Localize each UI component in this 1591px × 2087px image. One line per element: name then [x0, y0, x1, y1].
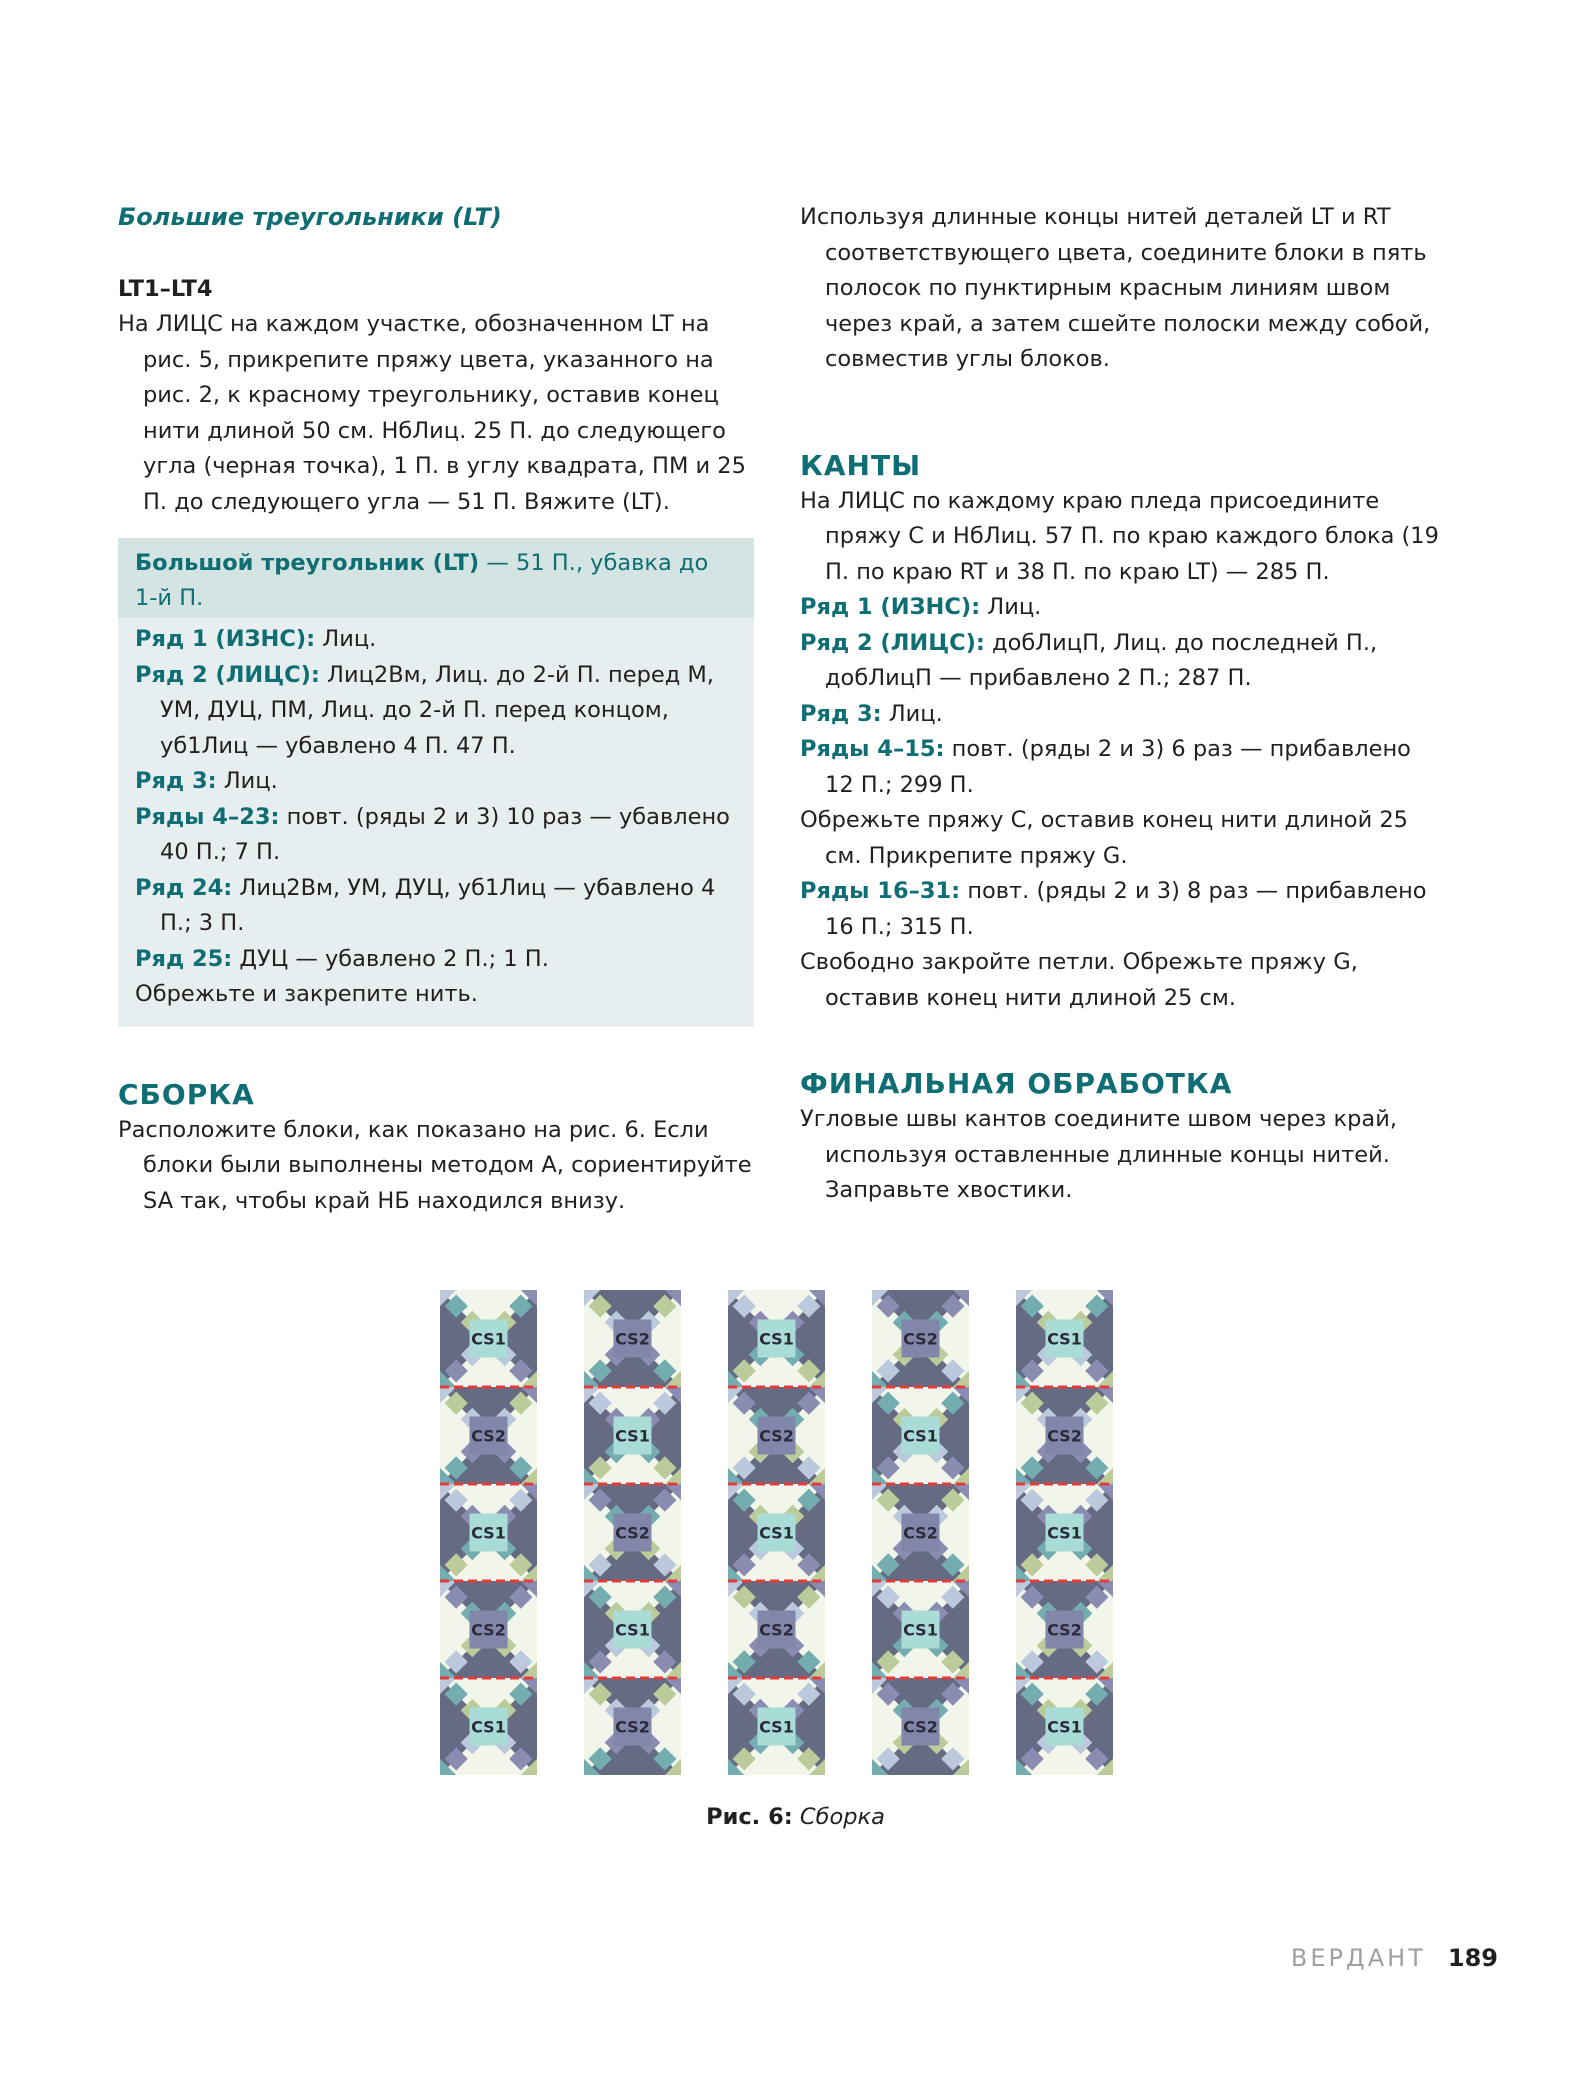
finish-paragraph: Угловые швы кантов соедините швом через край, используя оставленные длинные концы нитей. Заправьте хвостики. — [800, 1106, 1397, 1203]
borders-instructions — [800, 484, 1440, 1017]
block-label: CS1 — [759, 1329, 794, 1349]
block-label: CS2 — [471, 1426, 506, 1446]
border-row — [800, 626, 1440, 697]
assembly-diagram — [440, 1290, 1160, 1780]
page-number: 189 — [1447, 1944, 1498, 1972]
block-label: CS2 — [903, 1523, 938, 1543]
box-rows — [118, 618, 754, 1027]
block-label: CS2 — [471, 1620, 506, 1640]
row-text: Лиц. — [881, 700, 943, 727]
border-row — [800, 484, 1440, 591]
block-label: CS2 — [903, 1329, 938, 1349]
row-text: Лиц. — [315, 626, 377, 652]
box-header — [118, 538, 754, 618]
block-label: CS2 — [1047, 1620, 1082, 1640]
row-text: Лиц. — [980, 594, 1042, 620]
lt-paragraph: На ЛИЦС на каждом участке, обозначенном LT на рис. 5, прикрепите пряжу цвета, указанного на рис. 2, к красному треугольнику, оставив конец нити длиной 50 см. НбЛиц. 25 П. до следующего угла (черная точка), 1 П. в углу квадрата, ПМ и 25 П. до следующего угла — 51 П. Вяжите (LT). — [118, 311, 746, 515]
row-label: Ряд 1 (ИЗНС): — [135, 626, 316, 652]
assembly-heading: СБОРКА — [118, 1077, 255, 1111]
row-text: повт. (ряды 2 и 3) 10 раз — убавлено 40 П.; 7 П. — [160, 803, 730, 865]
row-label: Ряд 24: — [135, 874, 233, 901]
finish-heading: ФИНАЛЬНАЯ ОБРАБОТКА — [800, 1067, 1233, 1100]
block-label: CS1 — [615, 1426, 650, 1446]
block-label: CS1 — [903, 1426, 938, 1446]
block-label: CS1 — [759, 1523, 794, 1543]
row-text: добЛицП, Лиц. до последней П., добЛицП — прибавлено 2 П.; 287 П. — [825, 629, 1378, 691]
join-paragraph: Используя длинные концы нитей деталей LT и RT соответствующего цвета, соедините блоки в пять полосок по пунктирным красным линиям швом через край, а затем сшейте полоски между собой, совместив углы блоков. — [800, 204, 1431, 372]
row-label: Ряды 4–23: — [135, 803, 280, 830]
row-label: Ряды 16–31: — [800, 878, 961, 904]
box-row — [135, 871, 737, 942]
block-label: CS1 — [1047, 1523, 1082, 1543]
block-label: CS1 — [471, 1329, 506, 1349]
block-label: CS1 — [615, 1620, 650, 1640]
row-label: Ряд 3: — [800, 700, 882, 727]
row-text: Свободно закройте петли. Обрежьте пряжу G, оставив конец нити длиной 25 см. — [800, 949, 1358, 1011]
border-row — [800, 732, 1440, 803]
footer-brand: ВЕРДАНТ — [1290, 1944, 1426, 1972]
block-label: CS2 — [615, 1523, 650, 1543]
box-row — [135, 800, 737, 871]
block-label: CS2 — [759, 1426, 794, 1446]
lt-subheading: LT1–LT4 — [118, 275, 213, 302]
box-row — [135, 764, 737, 800]
lt-heading: Большие треугольники (LT) — [118, 203, 502, 231]
box-row — [135, 942, 737, 978]
caption-label: Рис. 6: — [706, 1804, 793, 1830]
border-row — [800, 803, 1440, 874]
row-text: На ЛИЦС по каждому краю пледа присоедините пряжу С и НбЛиц. 57 П. по краю каждого блока (19 П. по краю RT и 38 П. по краю LT) — 285 П. — [800, 487, 1439, 585]
block-label: CS1 — [903, 1620, 938, 1640]
block-label: CS1 — [759, 1717, 794, 1737]
box-header-title: Большой треугольник (LT) — [135, 550, 480, 576]
border-row — [800, 945, 1440, 1016]
row-text: Лиц2Вм, УМ, ДУЦ, уб1Лиц — убавлено 4 П.; 3 П. — [160, 874, 716, 936]
row-text: повт. (ряды 2 и 3) 6 раз — прибавлено 12 П.; 299 П. — [825, 736, 1411, 798]
row-label: Ряд 25: — [135, 945, 233, 972]
row-text: Обрежьте и закрепите нить. — [135, 981, 478, 1007]
box-row — [135, 658, 737, 765]
large-triangle-box — [118, 538, 754, 1027]
block-label: CS1 — [1047, 1329, 1082, 1349]
row-text: повт. (ряды 2 и 3) 8 раз — прибавлено 16 П.; 315 П. — [825, 878, 1427, 940]
block-label: CS1 — [1047, 1717, 1082, 1737]
row-label: Ряд 3: — [135, 768, 217, 794]
block-label: CS1 — [471, 1523, 506, 1543]
box-row — [135, 622, 737, 658]
border-row — [800, 874, 1440, 945]
block-label: CS2 — [615, 1329, 650, 1349]
block-label: CS2 — [1047, 1426, 1082, 1446]
row-label: Ряд 1 (ИЗНС): — [800, 594, 981, 620]
block-label: CS1 — [471, 1717, 506, 1737]
block-label: CS2 — [903, 1717, 938, 1737]
box-header-detail: — 51 П., убавка до 1-й П. — [135, 550, 709, 611]
row-text: Лиц. — [216, 768, 278, 794]
figure-caption — [0, 1804, 1591, 1830]
block-label: CS2 — [615, 1717, 650, 1737]
row-text: ДУЦ — убавлено 2 П.; 1 П. — [232, 945, 549, 972]
borders-heading: КАНТЫ — [800, 448, 922, 482]
border-row — [800, 697, 1440, 733]
left-column — [118, 200, 754, 1219]
box-row — [135, 977, 737, 1013]
block-label: CS2 — [759, 1620, 794, 1640]
row-label: Ряды 4–15: — [800, 736, 945, 762]
row-text: Лиц2Вм, Лиц. до 2-й П. перед М, УМ, ДУЦ, ПМ, Лиц. до 2-й П. перед концом, уб1Лиц — убавлено 4 П. 47 П. — [160, 661, 714, 759]
border-row — [800, 590, 1440, 626]
row-label: Ряд 2 (ЛИЦС): — [135, 661, 320, 688]
assembly-paragraph: Расположите блоки, как показано на рис. 6. Если блоки были выполнены методом А, сориентируйте SA так, чтобы край НБ находился внизу. — [118, 1116, 752, 1214]
row-text: Обрежьте пряжу С, оставив конец нити длиной 25 см. Прикрепите пряжу G. — [800, 807, 1408, 869]
right-column — [800, 200, 1440, 1209]
row-label: Ряд 2 (ЛИЦС): — [800, 629, 985, 656]
page-footer — [1291, 1944, 1498, 1972]
caption-text: Сборка — [792, 1804, 885, 1830]
